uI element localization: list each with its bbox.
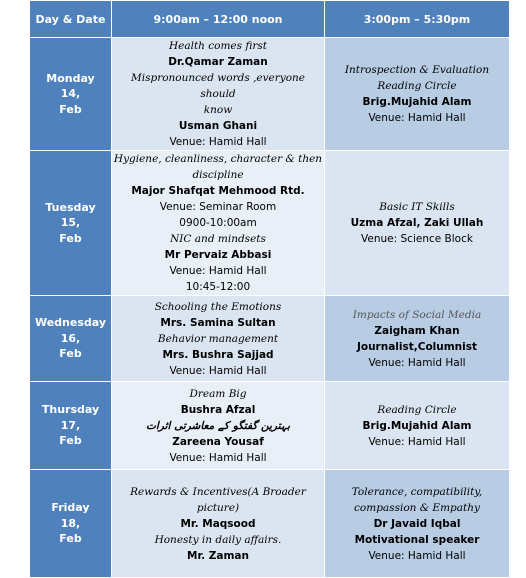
session-topic: بہترین گفتگو کے معاشرتی اثرات [145,419,291,432]
speaker-name: Zareena Yousaf [172,435,264,448]
day-cell [30,151,112,296]
day-day: Wednesday [34,316,107,330]
speaker-name: Brig.Mujahid Alam [362,419,472,432]
day-month: Feb [59,532,82,546]
session-detail: Venue: Hamid Hall [169,136,267,148]
session-topic: Health comes first [168,40,268,52]
day-day: Tuesday [45,200,96,214]
day-month: Feb [59,102,82,116]
day-cell [30,470,112,578]
session-topic: Tolerance, compatibility, [351,485,483,498]
session-detail: Venue: Hamid Hall [169,451,267,464]
day-cell [30,296,112,382]
table-row [30,151,510,296]
session-topic: Schooling the Emotions [154,300,282,313]
speaker-name: Journalist,Columnist [356,340,478,353]
session-detail: 0900-10:00am [179,217,257,229]
header-day-date: Day & Date [30,1,112,38]
speaker-name: Uzma Afzal, Zaki Ullah [350,217,484,229]
morning-session-cell [112,296,325,382]
session-detail: Venue: Hamid Hall [368,112,466,124]
session-topic: NIC and mindsets [170,233,266,245]
session-topic: Reading Circle [377,403,457,416]
session-topic: Honesty in daily affairs. [154,533,282,546]
speaker-name: Usman Ghani [178,120,258,132]
speaker-name: Zaigham Khan [374,324,460,337]
day-date: 16, [60,331,81,345]
morning-session-cell [112,470,325,578]
speaker-name: Mr Pervaiz Abbasi [164,249,272,261]
day-cell [30,382,112,470]
speaker-name: Mrs. Bushra Sajjad [162,348,274,361]
speaker-name: Major Shafqat Mehmood Rtd. [131,185,305,197]
morning-session-cell [112,151,325,296]
schedule-table [29,0,510,578]
day-date: 14, [60,87,81,101]
speaker-name: Dr.Qamar Zaman [168,56,268,68]
session-topic: Hygiene, cleanliness, character & then [113,153,323,165]
morning-session-cell [112,382,325,470]
table-row [30,296,510,382]
day-cell [30,38,112,151]
day-month: Feb [59,434,82,448]
session-topic: Mispronounced words ,everyone should [130,72,306,100]
speaker-name: Bushra Afzal [180,403,256,416]
session-topic: Impacts of Social Media [352,308,482,321]
day-month: Feb [59,347,82,361]
session-detail: Venue: Hamid Hall [169,364,267,377]
session-detail: Venue: Hamid Hall [169,265,267,277]
session-topic: compassion & Empathy [354,501,480,514]
table-row [30,38,510,151]
speaker-name: Dr Javaid Iqbal [373,517,461,530]
afternoon-session-cell [325,382,510,470]
session-topic: picture) [196,501,240,514]
day-day: Monday [46,71,95,85]
session-detail: Venue: Science Block [361,233,473,245]
afternoon-session-cell [325,470,510,578]
table-row [30,382,510,470]
table-row [30,470,510,578]
session-topic: Introspection & Evaluation [344,64,490,76]
day-date: 15, [60,216,81,230]
session-topic: know [203,104,233,116]
afternoon-session-cell [325,296,510,382]
session-topic: Rewards & Incentives(A Broader [130,485,306,498]
session-topic: Reading Circle [377,80,457,92]
header-row [30,1,510,38]
session-detail: Venue: Hamid Hall [368,435,466,448]
session-detail: 10:45-12:00 [185,281,251,293]
session-topic: Behavior management [157,332,279,345]
speaker-name: Mrs. Samina Sultan [160,316,276,329]
day-date: 17, [60,418,81,432]
afternoon-session-cell [325,151,510,296]
session-topic: Dream Big [189,387,247,400]
header-morning: 9:00am – 12:00 noon [112,1,325,38]
day-day: Friday [51,501,90,515]
speaker-name: Motivational speaker [354,533,480,546]
day-day: Thursday [41,403,100,417]
header-afternoon: 3:00pm – 5:30pm [325,1,510,38]
day-date: 18, [60,516,81,530]
session-detail: Venue: Seminar Room [159,201,277,213]
morning-session-cell [112,38,325,151]
session-topic: Basic IT Skills [379,201,455,213]
speaker-name: Mr. Maqsood [180,517,256,530]
speaker-name: Brig.Mujahid Alam [362,96,472,108]
session-detail: Venue: Hamid Hall [368,356,466,369]
afternoon-session-cell [325,38,510,151]
session-detail: Venue: Hamid Hall [368,549,466,562]
speaker-name: Mr. Zaman [187,549,249,562]
day-month: Feb [59,231,82,245]
session-topic: discipline [192,169,244,181]
